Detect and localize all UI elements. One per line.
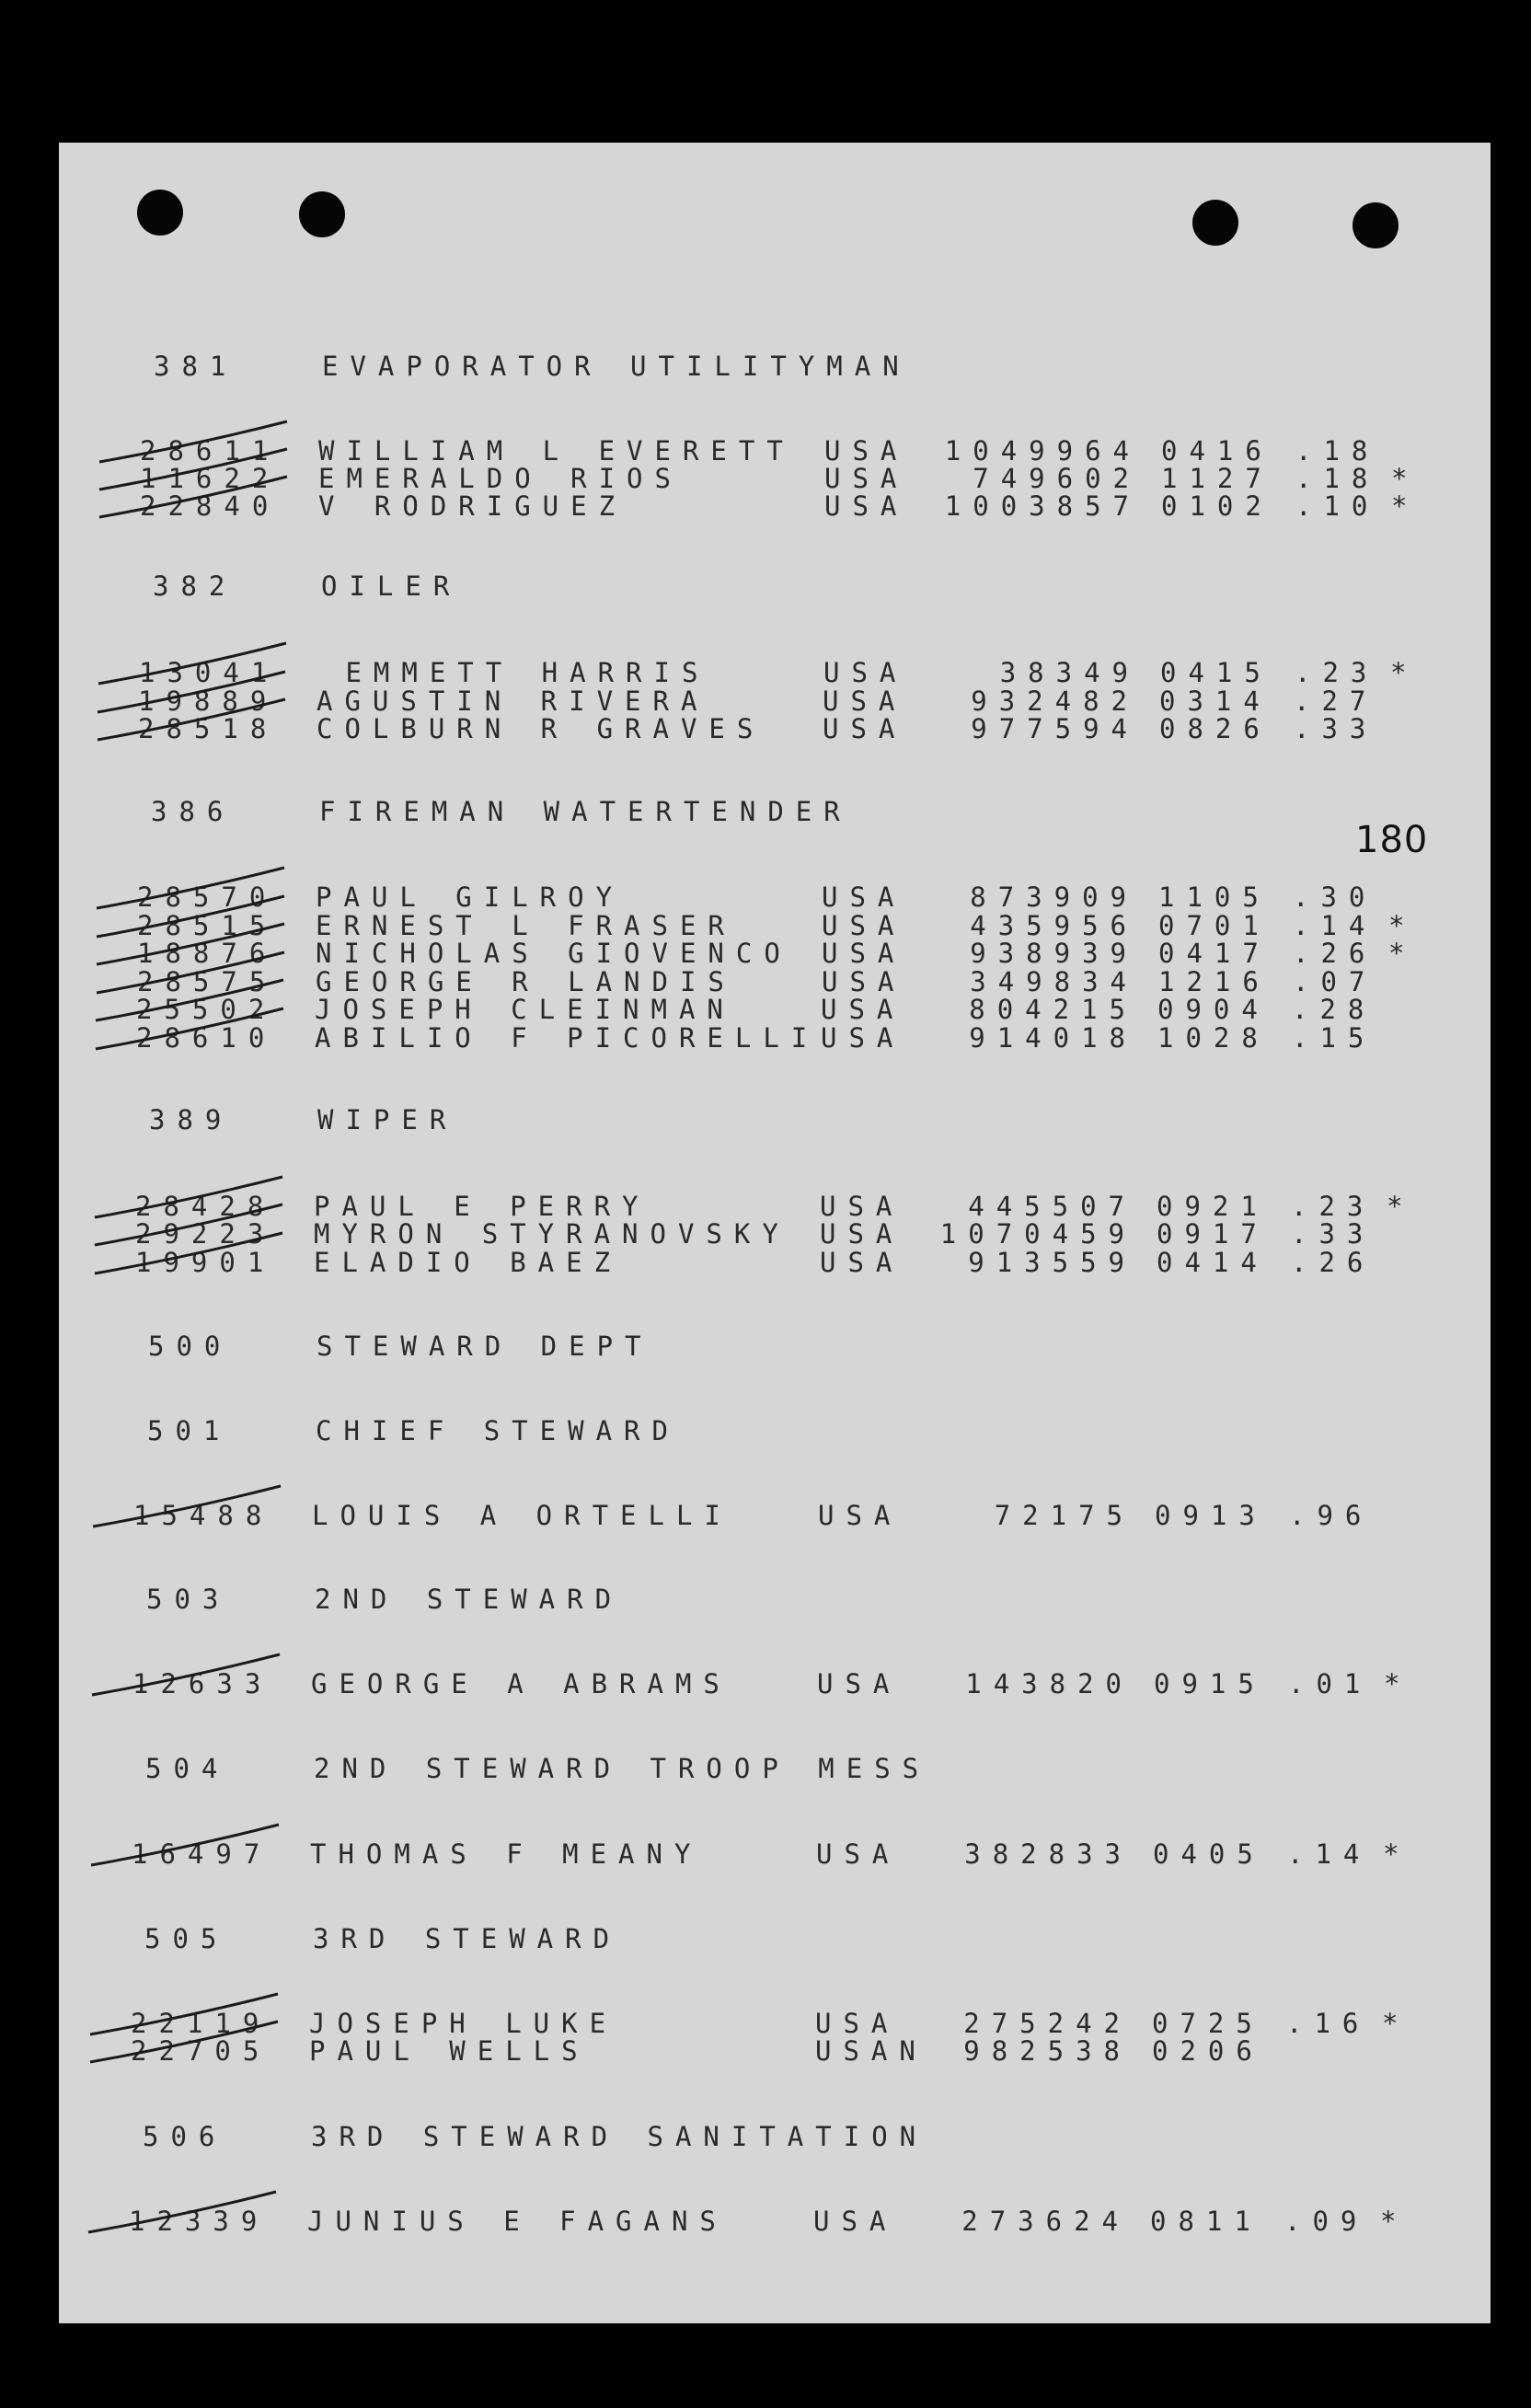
- crew-name: WILLIAM L EVERETT: [318, 435, 795, 467]
- date-code: 0921: [1157, 1191, 1269, 1222]
- citizenship: USA: [817, 1668, 902, 1699]
- section-title: WIPER: [317, 1104, 458, 1135]
- citizenship: USAN: [815, 2035, 927, 2067]
- crew-name: ABILIO F PICORELLI: [315, 1022, 820, 1054]
- punch-hole: [1353, 202, 1399, 248]
- citizenship: USA: [822, 966, 906, 997]
- crew-name: EMERALDO RIOS: [318, 463, 683, 494]
- amount: .01: [1288, 1668, 1373, 1699]
- certificate-number: 749602: [973, 463, 1141, 494]
- citizenship: USA: [813, 2206, 898, 2237]
- star-mark: *: [1380, 2206, 1409, 2237]
- section-code: 506: [143, 2121, 227, 2152]
- crew-name: PAUL WELLS: [309, 2035, 590, 2067]
- crew-id: 22119: [131, 2008, 271, 2039]
- certificate-number: 1003857: [944, 490, 1141, 522]
- crew-name: COLBURN R GRAVES: [317, 713, 766, 744]
- crew-id: 22705: [131, 2035, 271, 2067]
- crew-name: LOUIS A ORTELLI: [312, 1500, 732, 1531]
- citizenship: USA: [823, 713, 907, 744]
- section-code: 381: [154, 351, 238, 382]
- date-code: 0917: [1157, 1218, 1269, 1250]
- citizenship: USA: [821, 1022, 905, 1054]
- star-mark: *: [1383, 1838, 1411, 1870]
- section-title: 3RD STEWARD: [313, 1923, 622, 1954]
- punch-hole: [137, 190, 183, 236]
- section-code: 386: [151, 796, 236, 827]
- citizenship: USA: [820, 1218, 904, 1250]
- section-code: 382: [153, 570, 237, 602]
- crew-name: GEORGE R LANDIS: [316, 966, 736, 997]
- date-code: 0314: [1159, 686, 1272, 717]
- section-title: EVAPORATOR UTILITYMAN: [322, 351, 911, 382]
- crew-name: GEORGE A ABRAMS: [311, 1668, 731, 1699]
- date-code: 0415: [1160, 657, 1272, 688]
- amount: .14: [1293, 910, 1377, 941]
- certificate-number: 977594: [971, 713, 1139, 744]
- crew-id: 11622: [140, 463, 281, 494]
- section-code: 504: [145, 1753, 230, 1784]
- citizenship: USA: [822, 938, 906, 969]
- certificate-number: 72175: [994, 1500, 1134, 1531]
- citizenship: USA: [822, 881, 906, 913]
- section-code: 505: [144, 1923, 229, 1954]
- crew-id: 15488: [133, 1500, 274, 1531]
- date-code: 0913: [1155, 1500, 1267, 1531]
- star-mark: *: [1387, 1191, 1415, 1222]
- certificate-number: 914018: [969, 1022, 1137, 1054]
- crew-id: 13041: [139, 657, 280, 688]
- citizenship: USA: [815, 2008, 900, 2039]
- crew-id: 28515: [137, 910, 278, 941]
- amount: .23: [1295, 657, 1379, 688]
- citizenship: USA: [818, 1500, 903, 1531]
- date-code: 0102: [1161, 490, 1273, 522]
- amount: .33: [1291, 1218, 1376, 1250]
- certificate-number: 932482: [971, 686, 1139, 717]
- section-code: 503: [146, 1584, 231, 1615]
- amount: .30: [1293, 881, 1377, 913]
- amount: .07: [1293, 966, 1377, 997]
- crew-name: ELADIO BAEZ: [314, 1247, 623, 1278]
- date-code: 0405: [1153, 1838, 1265, 1870]
- section-title: 2ND STEWARD TROOP MESS: [314, 1753, 931, 1784]
- section-code: 501: [147, 1415, 232, 1446]
- crew-id: 22840: [140, 490, 281, 522]
- date-code: 1127: [1161, 463, 1273, 494]
- amount: .28: [1292, 994, 1376, 1025]
- crew-name: THOMAS F MEANY: [310, 1838, 703, 1870]
- amount: .18: [1295, 435, 1380, 467]
- amount: .09: [1284, 2206, 1369, 2237]
- amount: .15: [1292, 1022, 1376, 1054]
- citizenship: USA: [816, 1838, 901, 1870]
- amount: .26: [1291, 1247, 1376, 1278]
- section-title: OILER: [321, 570, 462, 602]
- crew-id: 19889: [138, 686, 279, 717]
- certificate-number: 435956: [970, 910, 1138, 941]
- star-mark: *: [1388, 910, 1417, 941]
- crew-id: 28575: [137, 966, 278, 997]
- citizenship: USA: [821, 994, 905, 1025]
- star-mark: *: [1391, 490, 1420, 522]
- crew-id: 28611: [140, 435, 281, 467]
- punch-hole: [299, 191, 345, 237]
- date-code: 0826: [1159, 713, 1272, 744]
- date-code: 0725: [1152, 2008, 1264, 2039]
- amount: .16: [1286, 2008, 1371, 2039]
- date-code: 0416: [1161, 435, 1273, 467]
- amount: .18: [1295, 463, 1380, 494]
- date-code: 0414: [1157, 1247, 1269, 1278]
- date-code: 0206: [1152, 2035, 1264, 2067]
- star-mark: *: [1382, 2008, 1410, 2039]
- certificate-number: 1049964: [944, 435, 1141, 467]
- citizenship: USA: [820, 1247, 904, 1278]
- crew-id: 29223: [135, 1218, 276, 1250]
- star-mark: *: [1388, 938, 1417, 969]
- star-mark: *: [1391, 463, 1420, 494]
- crew-name: ERNEST L FRASER: [316, 910, 736, 941]
- certificate-number: 143820: [965, 1668, 1134, 1699]
- crew-name: JOSEPH CLEINMAN: [315, 994, 735, 1025]
- section-code: 500: [148, 1331, 233, 1362]
- crew-name: MYRON STYRANOVSKY: [314, 1218, 790, 1250]
- certificate-number: 445507: [968, 1191, 1136, 1222]
- date-code: 1028: [1157, 1022, 1270, 1054]
- section-title: STEWARD DEPT: [317, 1331, 653, 1362]
- citizenship: USA: [820, 1191, 904, 1222]
- section-code: 389: [149, 1104, 234, 1135]
- crew-name: NICHOLAS GIOVENCO: [316, 938, 792, 969]
- crew-name: PAUL GILROY: [316, 881, 625, 913]
- crew-id: 28610: [136, 1022, 277, 1054]
- date-code: 0701: [1158, 910, 1271, 941]
- certificate-number: 804215: [969, 994, 1137, 1025]
- crew-name: JOSEPH LUKE: [309, 2008, 618, 2039]
- citizenship: USA: [824, 463, 909, 494]
- star-mark: *: [1384, 1668, 1412, 1699]
- certificate-number: 382833: [964, 1838, 1133, 1870]
- citizenship: USA: [823, 686, 907, 717]
- section-title: FIREMAN WATERTENDER: [319, 796, 852, 827]
- date-code: 1216: [1158, 966, 1271, 997]
- certificate-number: 273624: [961, 2206, 1130, 2237]
- certificate-number: 275242: [963, 2008, 1132, 2039]
- amount: .96: [1289, 1500, 1374, 1531]
- crew-id: 28570: [137, 881, 278, 913]
- amount: .27: [1294, 686, 1378, 717]
- date-code: 0417: [1158, 938, 1271, 969]
- crew-id: 12339: [129, 2206, 270, 2237]
- crew-name: EMMETT HARRIS: [317, 657, 710, 688]
- certificate-number: 873909: [970, 881, 1138, 913]
- certificate-number: 1070459: [939, 1218, 1136, 1250]
- crew-id: 25502: [136, 994, 277, 1025]
- section-title: CHIEF STEWARD: [316, 1415, 680, 1446]
- crew-id: 19901: [135, 1247, 276, 1278]
- certificate-number: 913559: [968, 1247, 1136, 1278]
- section-title: 3RD STEWARD SANITATION: [311, 2121, 928, 2152]
- crew-name: AGUSTIN RIVERA: [317, 686, 709, 717]
- date-code: 0915: [1154, 1668, 1266, 1699]
- crew-id: 28428: [135, 1191, 276, 1222]
- crew-name: PAUL E PERRY: [314, 1191, 650, 1222]
- citizenship: USA: [824, 435, 909, 467]
- date-code: 1105: [1158, 881, 1271, 913]
- citizenship: USA: [824, 490, 909, 522]
- certificate-number: 349834: [970, 966, 1138, 997]
- crew-name: V RODRIGUEZ: [318, 490, 627, 522]
- crew-id: 16497: [132, 1838, 272, 1870]
- amount: .33: [1294, 713, 1378, 744]
- amount: .10: [1295, 490, 1380, 522]
- certificate-number: 982538: [963, 2035, 1132, 2067]
- page-number-stamp: 180: [1355, 819, 1429, 861]
- certificate-number: 38349: [999, 657, 1140, 688]
- certificate-number: 938939: [970, 938, 1138, 969]
- crew-id: 12633: [132, 1668, 273, 1699]
- amount: .14: [1287, 1838, 1372, 1870]
- crew-id: 18876: [137, 938, 278, 969]
- star-mark: *: [1390, 657, 1419, 688]
- citizenship: USA: [822, 910, 906, 941]
- section-title: 2ND STEWARD: [315, 1584, 624, 1615]
- amount: .26: [1293, 938, 1377, 969]
- amount: .23: [1291, 1191, 1376, 1222]
- citizenship: USA: [823, 657, 908, 688]
- date-code: 0904: [1157, 994, 1270, 1025]
- crew-name: JUNIUS E FAGANS: [307, 2206, 728, 2237]
- crew-id: 28518: [138, 713, 279, 744]
- date-code: 0811: [1150, 2206, 1262, 2237]
- punch-hole: [1192, 200, 1238, 246]
